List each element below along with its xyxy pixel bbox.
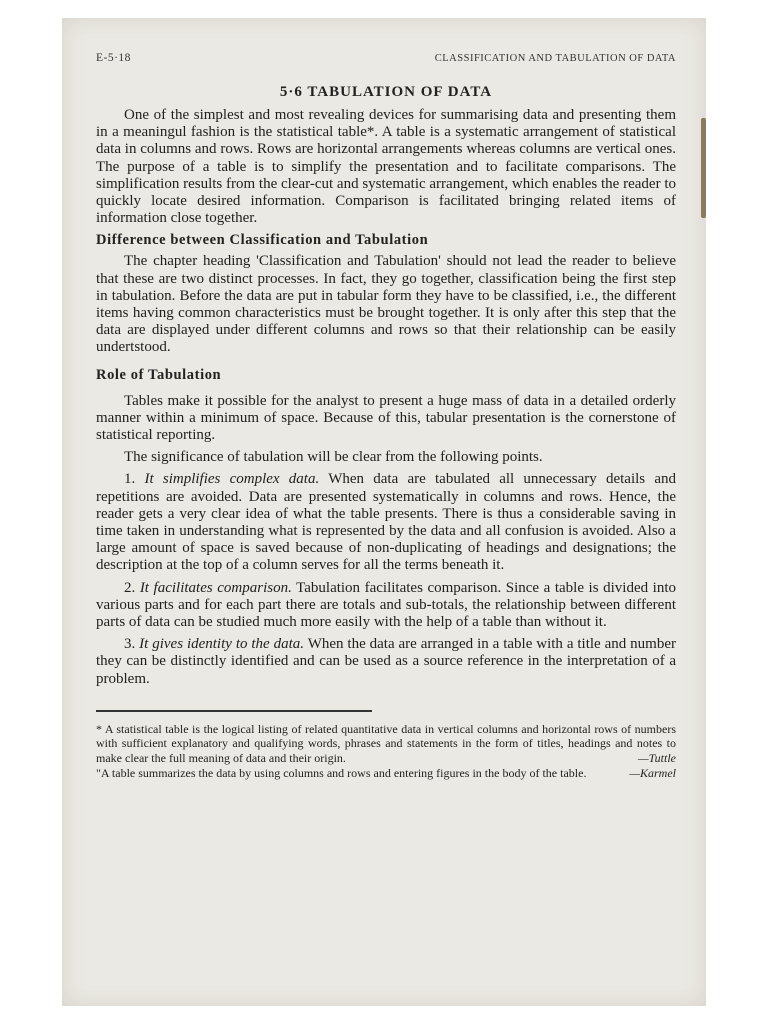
intro-paragraph: One of the simplest and most revealing devices for summarising data and presenting them in a meaningul fashion is the statistical table*. A table is a systematic arrangement of statistical data in columns and rows. Rows are horizontal arrangements whereas columns are vertical ones. The purpose of a table is to simplify the presentation and to facilitate comparisons. The simplification results from the clear-cut and systematic arrangement, which enables the reader to quickly locate desired information. Comparison is facilitated bringing related items of information close together. xyxy=(96,107,676,227)
point-number: 3. xyxy=(124,636,136,653)
point-lead: It gives identity to the data. xyxy=(139,636,305,653)
book-page xyxy=(62,18,706,1006)
point-text: Tabulation facilitates comparison. Since a table is divided into various parts and for each part there are totals and sub-totals, the relationship between different parts of data can be studied much more easily with the help of a table than without it. xyxy=(96,579,677,631)
point-text: When the data are arranged in a table with a title and number they can be distinctly identified and can be used as a source reference in the interpretation of a problem. xyxy=(96,636,676,687)
point-lead: It facilitates comparison. xyxy=(139,579,292,596)
point-2 xyxy=(96,580,676,632)
page-number: E-5·18 xyxy=(96,52,131,64)
page-header xyxy=(96,52,676,64)
role-paragraph: Tables make it possible for the analyst to present a huge mass of data in a detailed orderly manner within a minimum of space. Because of this, tabular presentation is the cornerstone of statistical reporting. xyxy=(96,392,676,444)
footnote-text: "A table summarizes the data by using columns and rows and entering figures in the body of the table. xyxy=(96,765,587,780)
footnote-attribution: —Karmel xyxy=(629,765,676,780)
footnote-attribution: —Tuttle xyxy=(637,751,676,766)
footnote-text: * A statistical table is the logical listing of related quantitative data in vertical columns and horizontal rows of numbers with sufficient explanatory and qualifying words, phrases and statements in the form of titles, headings and notes to make clear the full meaning of data and their origin. xyxy=(96,721,676,766)
point-3 xyxy=(96,636,676,688)
point-text: When data are tabulated all unnecessary details and repetitions are avoided. Data are presented systematically in columns and rows. Hence, the reader gets a very clear idea of what the table presents. There is thus a considerable saving in time taken in understanding what is represented by the data and all confusion is avoided. Also a large amount of space is saved because of non-duplicating of headings and designations; the description at the top of a column serves for all the terms beneath it. xyxy=(96,471,676,574)
subhead-role: Role of Tabulation xyxy=(96,366,222,383)
footnotes xyxy=(96,722,676,780)
margin-mark xyxy=(701,118,706,218)
footnote-1 xyxy=(96,722,676,766)
footnote-2 xyxy=(96,766,676,781)
point-number: 1. xyxy=(124,471,136,488)
footnote-rule xyxy=(96,710,372,712)
running-title: CLASSIFICATION AND TABULATION OF DATA xyxy=(434,53,676,64)
point-1 xyxy=(96,471,676,574)
significance-line: The significance of tabulation will be clear from the following points. xyxy=(124,449,543,466)
point-lead: It simplifies complex data. xyxy=(144,471,320,488)
section-title: 5·6 TABULATION OF DATA xyxy=(279,84,493,100)
subhead-difference: Difference between Classification and Tabulation xyxy=(96,232,429,249)
point-number: 2. xyxy=(124,579,136,596)
difference-paragraph: The chapter heading 'Classification and Tabulation' should not lead the reader to believe that these are two distinct processes. In fact, they go together, classification being the first step in tabulation. Before the data are put in tabular form they have to be classified, i.e., the different items having common characteristics must be brought together. It is only after this step that the data are displayed under different columns and rows so that their relationship can be easily undertstood. xyxy=(96,253,676,356)
